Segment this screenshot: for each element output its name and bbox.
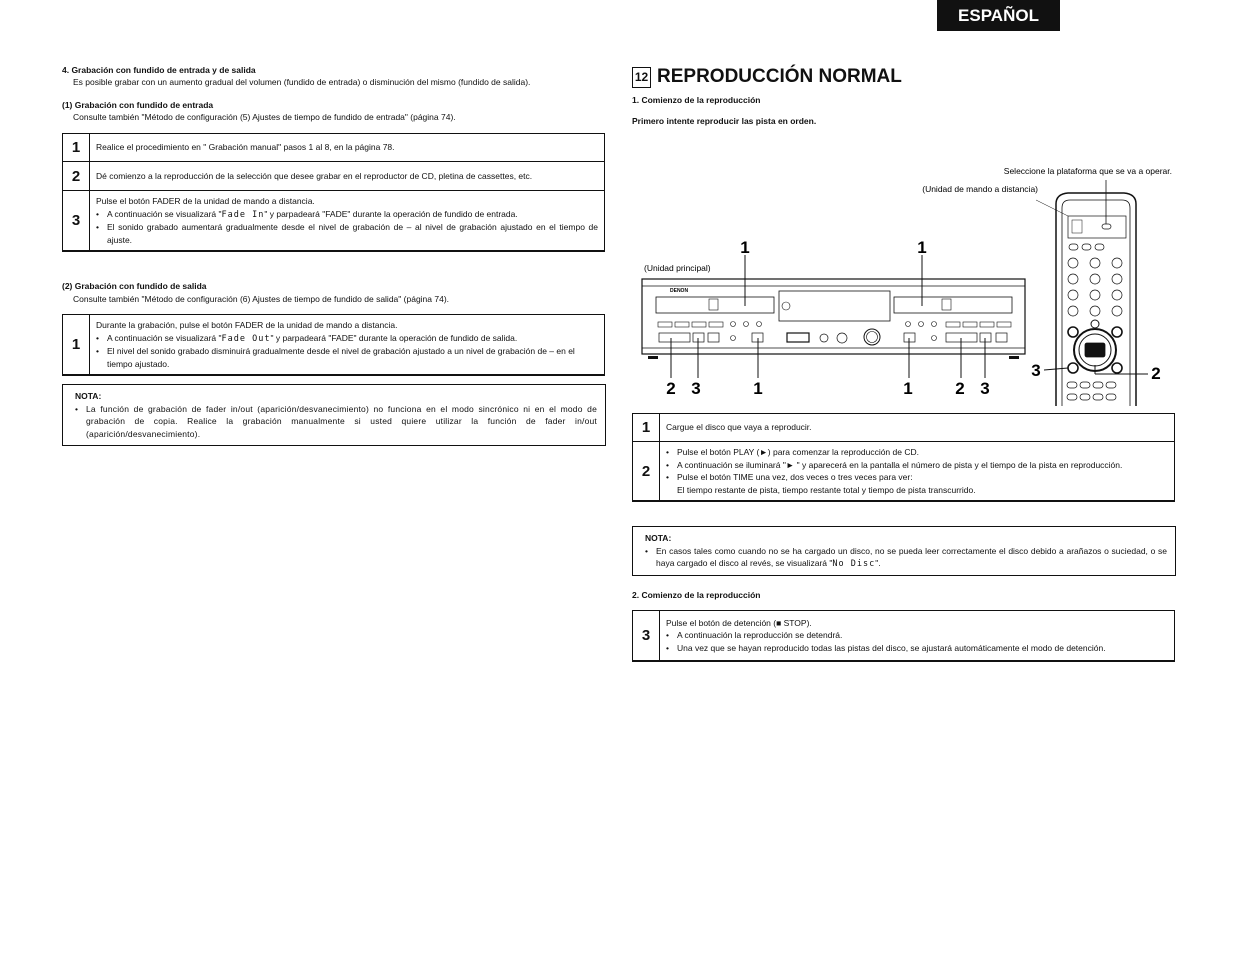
main-unit — [642, 279, 1025, 359]
display-readout: Fade In — [221, 209, 265, 220]
callout-number: 2 — [666, 379, 676, 398]
display-readout: No Disc — [832, 559, 876, 569]
note-title: NOTA: — [75, 391, 102, 401]
fade-out-title: (2) Grabación con fundido de salida — [62, 281, 207, 291]
stop-steps-table — [632, 610, 1175, 662]
section4-intro: Es posible grabar con un aumento gradual del volumen (fundido de entrada) o disminución del mismo (fundido de salida). — [73, 77, 531, 87]
step-number: 2 — [633, 442, 660, 502]
brand-logo: DENON — [670, 288, 689, 294]
fade-in-title: (1) Grabación con fundido de entrada — [62, 100, 214, 110]
callout-number: 2 — [1151, 364, 1161, 383]
step-bullet: • A continuación se visualizará "Fade Out" y parpadeará "FADE" durante la operación de fundido de salida. — [96, 332, 598, 346]
step-bullet: • A continuación la reproducción se detendrá. — [666, 629, 1168, 642]
callout-number: 3 — [980, 379, 990, 398]
sub1-title: 1. Comienzo de la reproducción — [632, 95, 761, 105]
step-bullet: • Una vez que se hayan reproducido todas las pistas del disco, se ajustará automáticamente el modo de detención. — [666, 642, 1168, 655]
step-text: Dé comienzo a la reproducción de la selección que desee grabar en el reproductor de CD, pletina de cassettes, etc. — [90, 162, 605, 191]
step-content — [90, 191, 605, 252]
note-text: • La función de grabación de fader in/out (aparición/desvanecimiento) no funciona en el modo sincrónico ni en el modo de grabación de copia. Realice la grabación manualmente si usted quiere utilizar la función de fader in/out (aparición/desvanecimiento). — [75, 403, 597, 441]
page-title-text: REPRODUCCIÓN NORMAL — [657, 66, 902, 87]
callout-number: 3 — [1031, 361, 1041, 380]
note-title: NOTA: — [645, 533, 672, 543]
step-text: Cargue el disco que vaya a reproducir. — [660, 414, 1175, 442]
fade-in-ref: Consulte también "Método de configuración (5) Ajustes de tiempo de fundido de entrada" (página 74). — [73, 112, 456, 122]
play-steps-table — [632, 413, 1175, 502]
fade-in-steps-table — [62, 133, 605, 252]
remote-control — [1036, 180, 1148, 406]
step-number: 1 — [63, 315, 90, 376]
step-number: 1 — [633, 414, 660, 442]
step-continuation: El tiempo restante de pista, tiempo restante total y tiempo de pista transcurrido. — [677, 484, 976, 495]
step-content — [660, 611, 1175, 661]
sub2-title: 2. Comienzo de la reproducción — [632, 590, 761, 600]
callout-number: 1 — [753, 379, 763, 398]
step-number: 3 — [633, 611, 660, 661]
step-bullet: • Pulse el botón PLAY (►) para comenzar la reproducción de CD. — [666, 446, 1168, 459]
page-title — [632, 66, 902, 88]
note-text: • En casos tales como cuando no se ha cargado un disco, no se pueda leer correctamente el disco debido a arañazos o suciedad, o se haya cargado el disco al revés, se visualizará "No Disc". — [645, 545, 1167, 571]
step-text: Pulse el botón de detención (■ STOP). — [666, 617, 812, 628]
language-tab: ESPAÑOL — [937, 0, 1060, 31]
figure-label-select: Seleccione la plataforma que se va a operar. — [1003, 166, 1172, 176]
section4-title: 4. Grabación con fundido de entrada y de salida — [62, 65, 256, 75]
display-readout: Fade Out — [221, 333, 271, 344]
step-bullet: • El nivel del sonido grabado disminuirá gradualmente desde el nivel de grabación ajustado a un nivel de grabación de – en el tiempo ajustado. — [96, 345, 598, 370]
callout-number: 1 — [917, 238, 927, 257]
callout-number: 1 — [740, 238, 750, 257]
step-text: Durante la grabación, pulse el botón FADER de la unidad de mando a distancia. — [96, 320, 398, 330]
step-number: 2 — [63, 162, 90, 191]
note-box — [62, 384, 606, 446]
step-number: 3 — [63, 191, 90, 252]
sub1-intro: Primero intente reproducir las pista en orden. — [632, 116, 817, 126]
step-number: 1 — [63, 134, 90, 162]
fade-out-steps-table — [62, 314, 605, 376]
step-content — [660, 442, 1175, 502]
step-bullet: • A continuación se iluminará "► " y aparecerá en la pantalla el número de pista y el tiempo de la pista en reproducción. — [666, 459, 1168, 472]
note-box — [632, 526, 1176, 576]
step-bullet: • A continuación se visualizará "Fade In" y parpadeará "FADE" durante la operación de fundido de entrada. — [96, 208, 598, 222]
step-text: Pulse el botón FADER de la unidad de mando a distancia. — [96, 196, 315, 206]
figure-label-remote: (Unidad de mando a distancia) — [922, 184, 1038, 194]
step-bullet: • Pulse el botón TIME una vez, dos veces o tres veces para ver: — [666, 471, 1168, 484]
callout-number: 2 — [955, 379, 965, 398]
device-illustration — [632, 160, 1192, 406]
fade-out-ref: Consulte también "Método de configuración (6) Ajustes de tiempo de fundido de salida" (página 74). — [73, 294, 450, 304]
callout-number: 3 — [691, 379, 701, 398]
figure-label-main: (Unidad principal) — [644, 263, 711, 273]
step-bullet: • El sonido grabado aumentará gradualmente desde el nivel de grabación de – al nivel de grabación ajustado en el tiempo de ajuste. — [96, 221, 598, 246]
step-text: Realice el procedimiento en " Grabación manual" pasos 1 al 8, en la página 78. — [90, 134, 605, 162]
step-content — [90, 315, 605, 376]
callout-number: 1 — [903, 379, 913, 398]
section-number-box: 12 — [632, 67, 651, 88]
